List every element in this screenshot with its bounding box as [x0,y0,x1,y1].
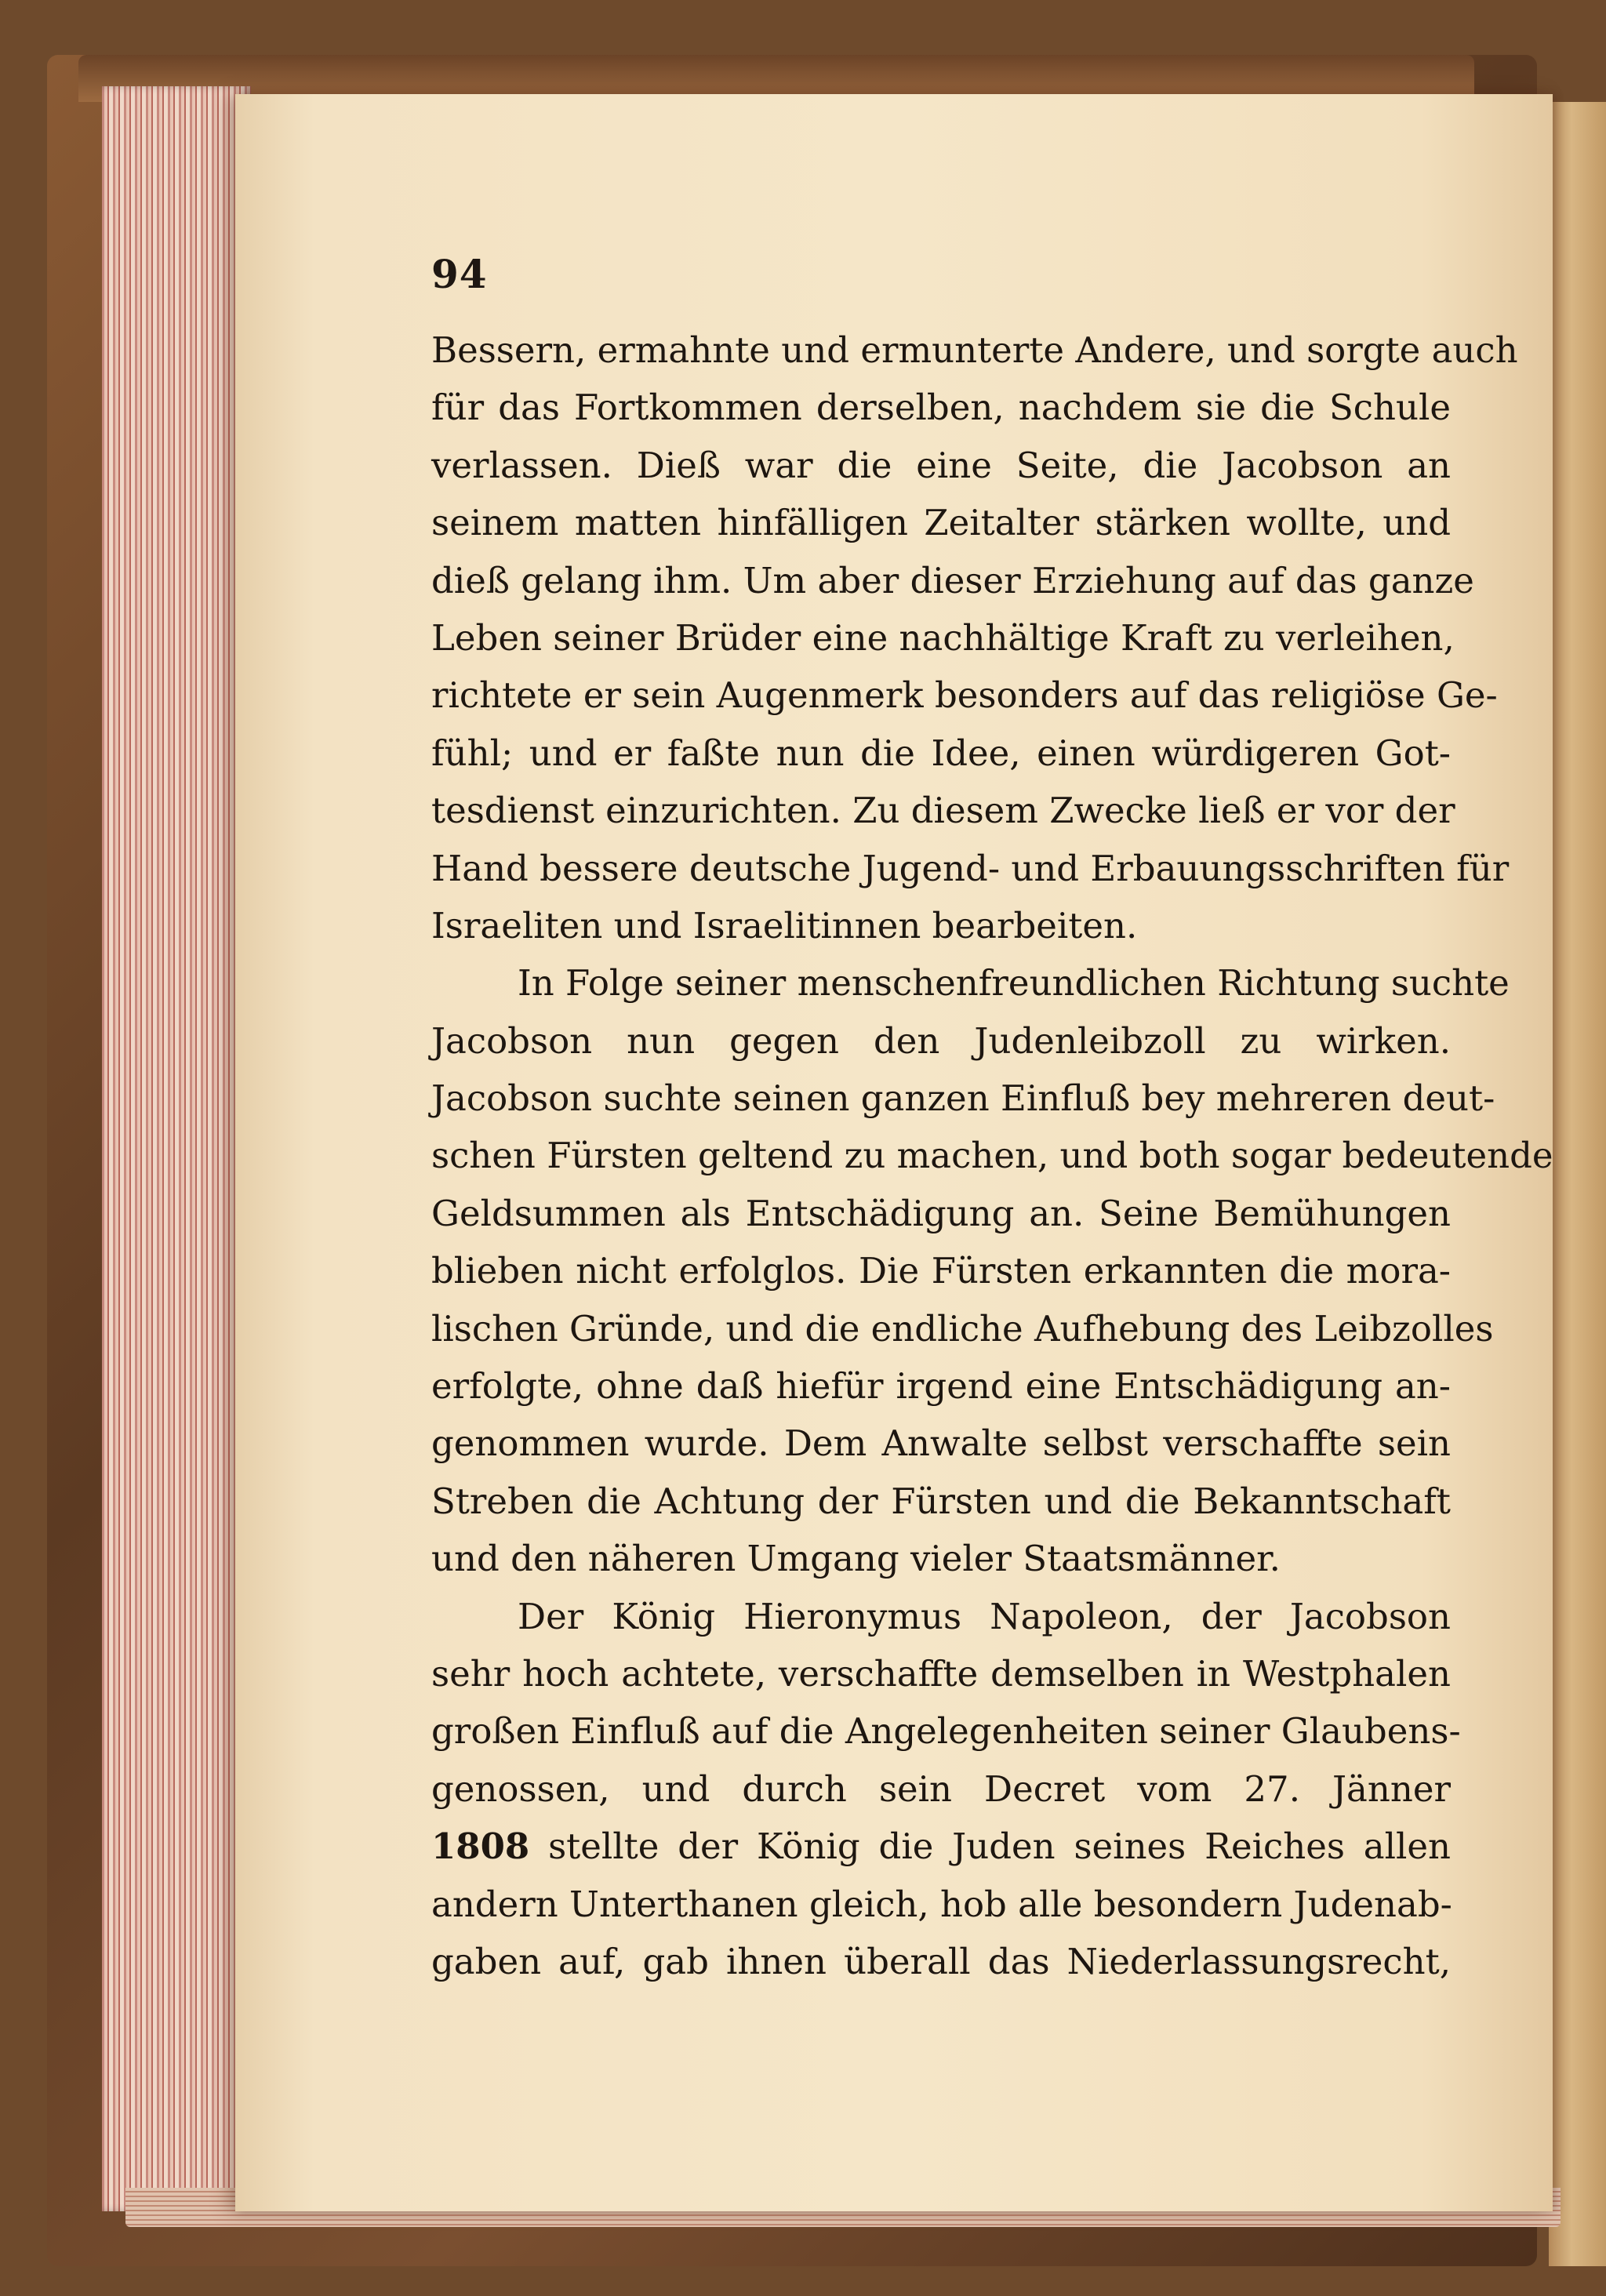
text-line: Israeliten und Israelitinnen bearbeiten. [431,904,1138,946]
text-line: verlassen. Dieß war die eine Seite, die Jacobson an [431,444,1451,486]
text-line: Geldsummen als Entschädigung an. Seine Bemühungen [431,1192,1451,1234]
page-number: 94 [431,251,488,297]
text-line: gaben auf, gab ihnen überall das Niederlassungsrecht, [431,1940,1451,1982]
text-line: Hand bessere deutsche Jugend- und Erbauungsschriften für [431,847,1510,889]
text-line: lischen Gründe, und die endliche Aufhebung des Leibzolles [431,1307,1494,1350]
text-line: richtete er sein Augenmerk besonders auf das religiöse Ge- [431,674,1498,717]
text-line: genossen, und durch sein Decret vom 27. Jänner [431,1767,1451,1810]
text-line: erfolgte, ohne daß hiefür irgend eine Entschädigung an- [431,1365,1451,1408]
text-line: großen Einfluß auf die Angelegenheiten seiner Glaubens- [431,1710,1461,1753]
text-line: für das Fortkommen derselben, nachdem sie die Schule [431,387,1451,429]
text-line [431,1818,1451,1875]
body-text [431,322,1553,1990]
text-line: seinem matten hinfälligen Zeitalter stärken wollte, und [431,502,1451,544]
text-line: andern Unterthanen gleich, hob alle besondern Judenab- [431,1883,1452,1925]
text-line-rest: stellte der König die Juden seines Reiches allen [529,1826,1451,1868]
text-line: Der König Hieronymus Napoleon, der Jacobson [518,1595,1451,1637]
text-line: genommen wurde. Dem Anwalte selbst verschaffte sein [431,1422,1451,1465]
text-line: schen Fürsten geltend zu machen, und both sogar bedeutende [431,1135,1553,1177]
text-line: tesdienst einzurichten. Zu diesem Zwecke ließ er vor der [431,790,1455,832]
text-line: Leben seiner Brüder eine nachhältige Kraft zu verleihen, [431,616,1455,659]
book-page [235,94,1553,2211]
text-line: Streben die Achtung der Fürsten und die Bekanntschaft [431,1480,1451,1522]
year-bold: 1808 [431,1826,530,1868]
text-line: Jacobson nun gegen den Judenleibzoll zu wirken. [431,1019,1451,1062]
text-line: dieß gelang ihm. Um aber dieser Erziehung auf das ganze [431,559,1474,601]
page-fore-edge [102,86,251,2211]
next-page-edge [1549,102,1606,2266]
text-line: sehr hoch achtete, verschaffte demselben in Westphalen [431,1652,1451,1695]
text-line: fühl; und er faßte nun die Idee, einen würdigeren Got- [431,732,1451,774]
text-line: Bessern, ermahnte und ermunterte Andere, und sorgte auch [431,329,1518,371]
text-line: blieben nicht erfolglos. Die Fürsten erkannten die mora- [431,1250,1451,1292]
text-line: Jacobson suchte seinen ganzen Einfluß bey mehreren deut- [431,1077,1495,1120]
text-line: und den näheren Umgang vieler Staatsmänner. [431,1538,1281,1580]
text-line: In Folge seiner menschenfreundlichen Richtung suchte [518,962,1510,1004]
